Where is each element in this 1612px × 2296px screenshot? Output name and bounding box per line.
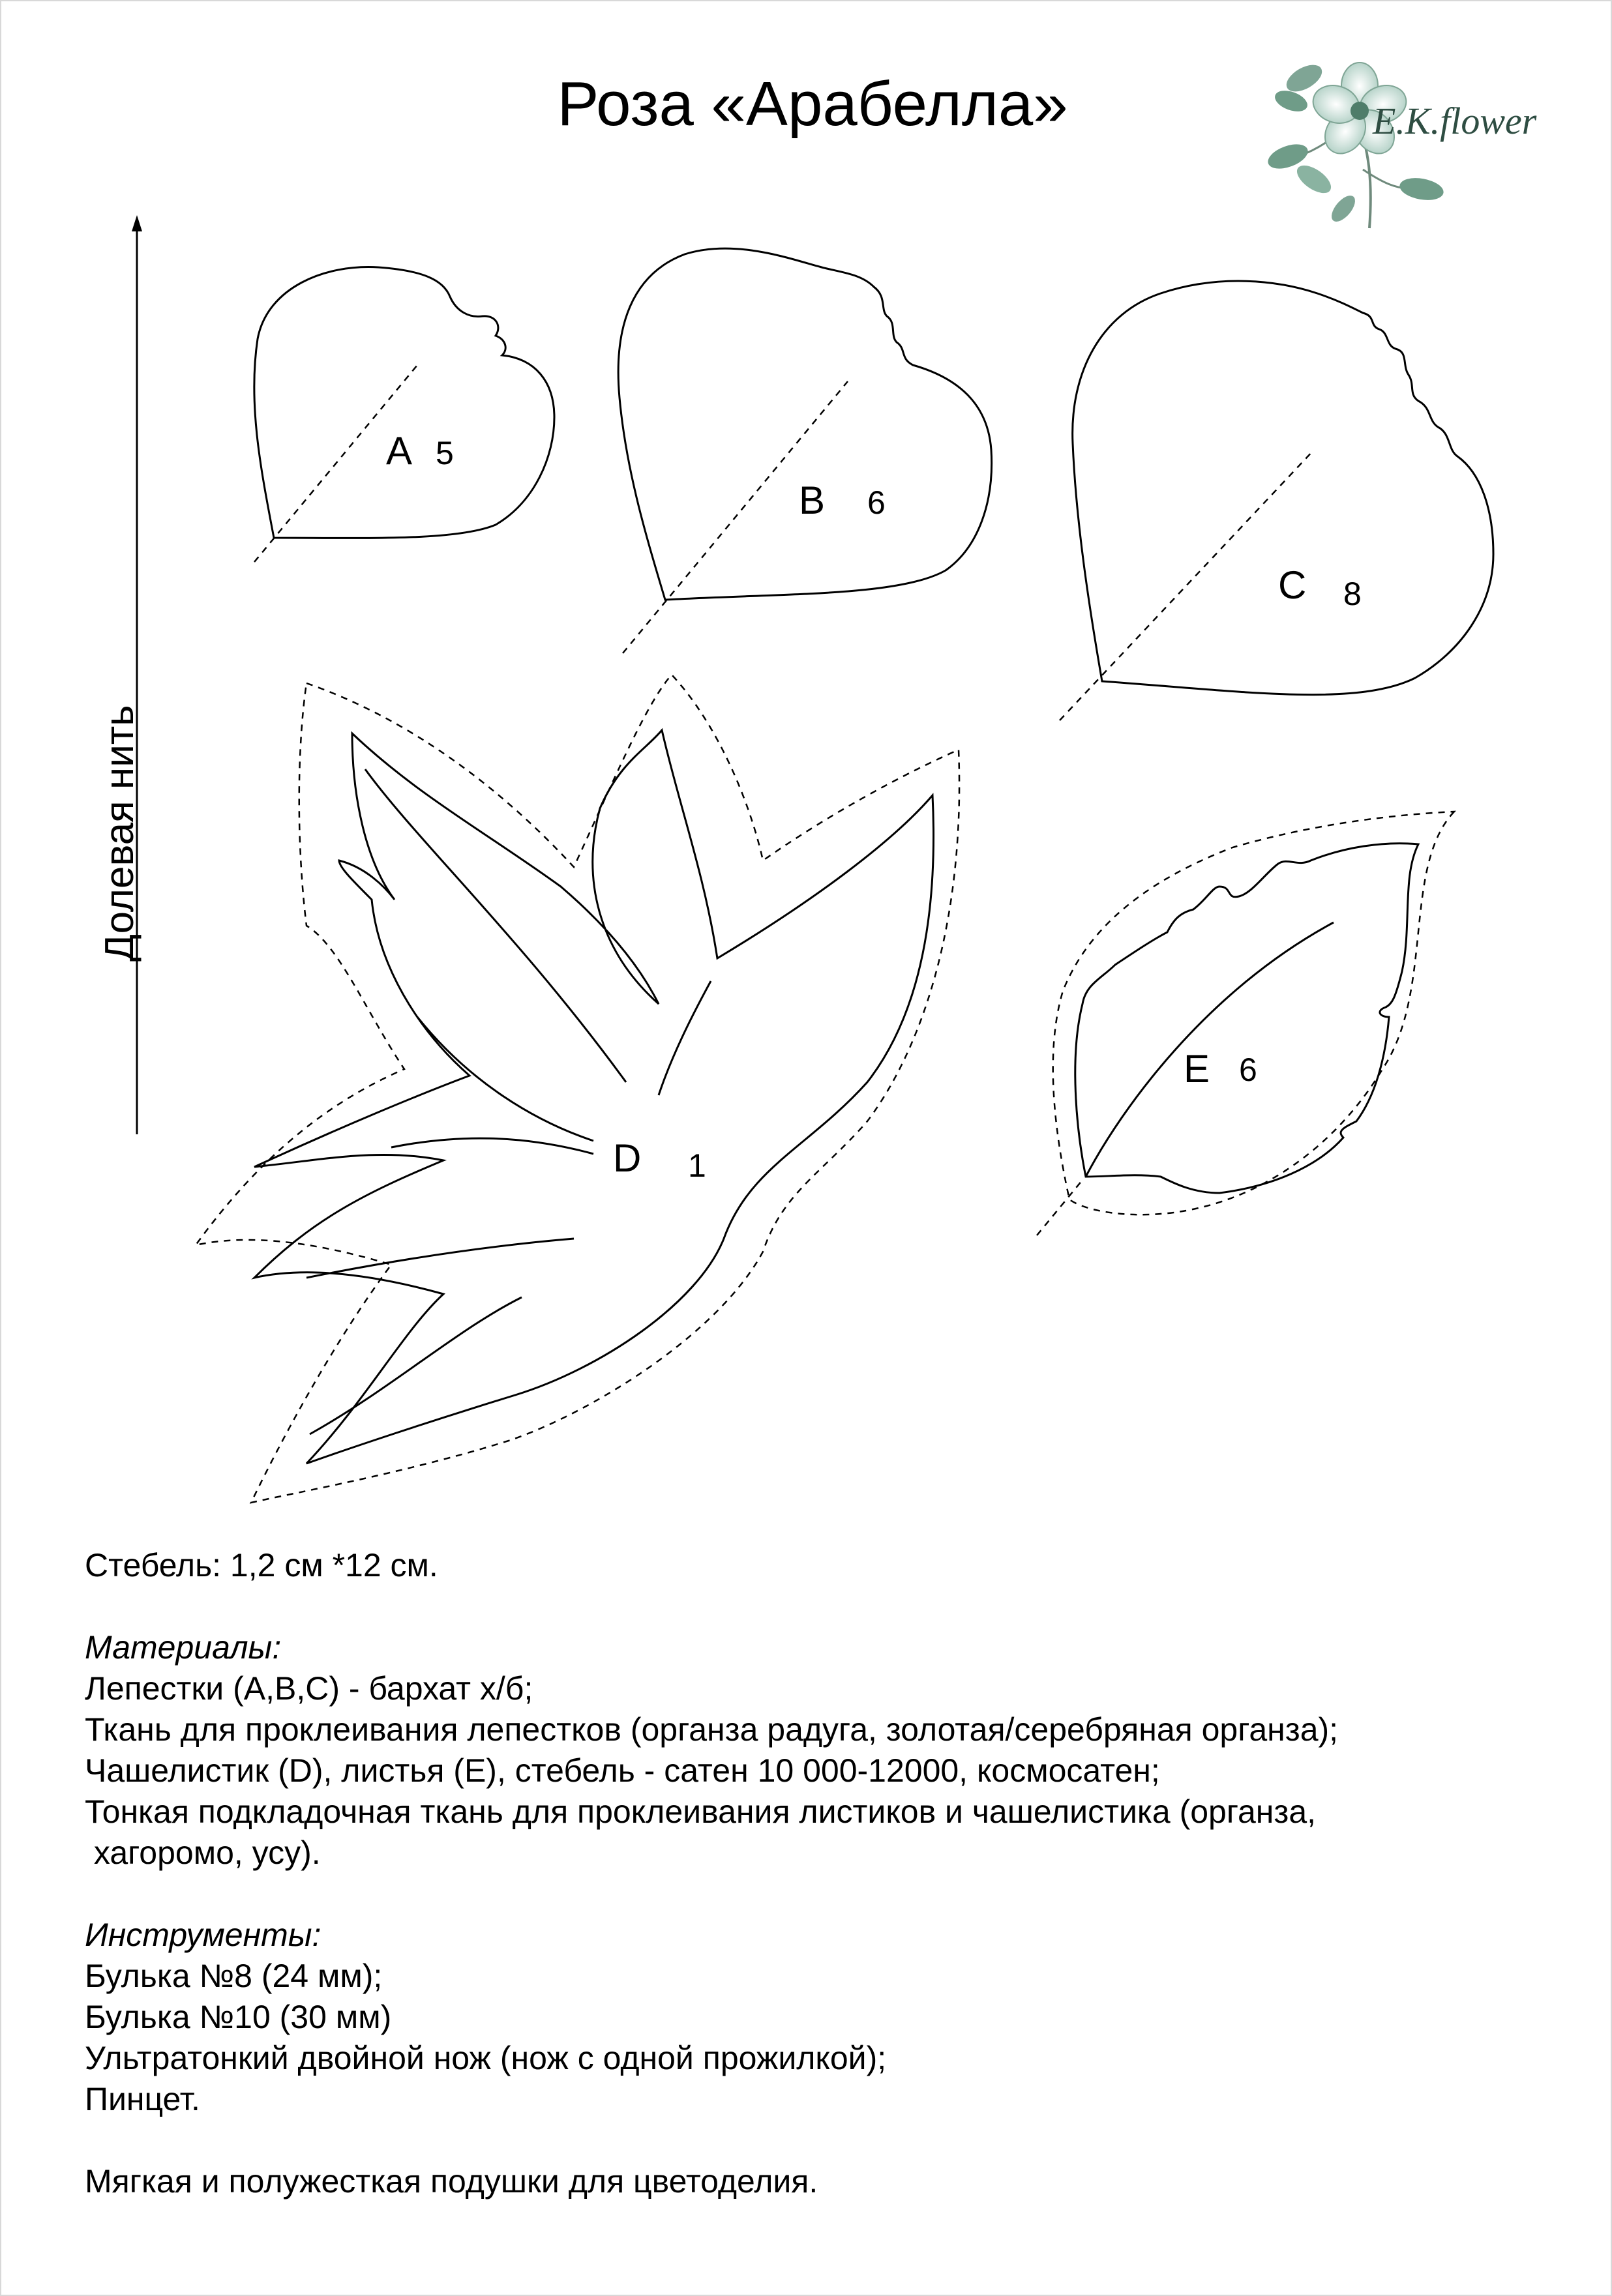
leaf-e-letter: E <box>1184 1047 1210 1091</box>
materials-line: Лепестки (A,B,C) - бархат х/б; <box>85 1670 533 1707</box>
tools-heading: Инструменты: <box>85 1917 321 1953</box>
instructions-block <box>85 1545 1552 2202</box>
leaf-e-count: 6 <box>1239 1052 1257 1088</box>
petal-c-letter: C <box>1278 563 1307 607</box>
tools-line: Пинцет. <box>85 2081 200 2117</box>
petal-a-letter: A <box>386 429 413 473</box>
footer-line: Мягкая и полужесткая подушки для цветоделия. <box>85 2163 818 2200</box>
petal-b-letter: B <box>799 478 826 522</box>
sepal-d-count: 1 <box>688 1147 706 1184</box>
materials-line: Ткань для проклеивания лепестков (органза радуга, золотая/серебряная органза); <box>85 1711 1339 1748</box>
spacer <box>85 1586 1552 1627</box>
petal-a-pattern <box>254 267 554 562</box>
stem-line: Стебель: 1,2 см *12 см. <box>85 1547 438 1583</box>
logo-text: E.K.flower <box>1373 100 1537 142</box>
petal-c-count: 8 <box>1343 576 1362 612</box>
petal-a-count: 5 <box>436 435 454 471</box>
sepal-d-letter: D <box>613 1136 642 1180</box>
petal-c-pattern <box>1060 281 1493 720</box>
materials-line: Чашелистик (D), листья (E), стебель - сатен 10 000-12000, космосатен; <box>85 1752 1160 1789</box>
grain-direction-label: Долевая нить <box>97 705 142 962</box>
page-title: Роза «Арабелла» <box>557 69 1068 139</box>
spacer <box>85 2120 1552 2161</box>
tools-line: Булька №10 (30 мм) <box>85 1999 392 2035</box>
tools-line: Ультратонкий двойной нож (нож с одной прожилкой); <box>85 2040 887 2076</box>
tools-line: Булька №8 (24 мм); <box>85 1958 383 1994</box>
leaf-e-pattern <box>1037 812 1454 1235</box>
petal-b-pattern <box>618 248 991 653</box>
materials-line: Тонкая подкладочная ткань для проклеивания листиков и чашелистика (органза, <box>85 1793 1317 1830</box>
sepal-d-pattern <box>196 675 959 1503</box>
grain-arrow <box>132 215 142 1134</box>
petal-b-count: 6 <box>867 484 886 521</box>
materials-line: хагоромо, усу). <box>85 1834 321 1871</box>
spacer <box>85 1874 1552 1915</box>
materials-heading: Материалы: <box>85 1629 282 1666</box>
